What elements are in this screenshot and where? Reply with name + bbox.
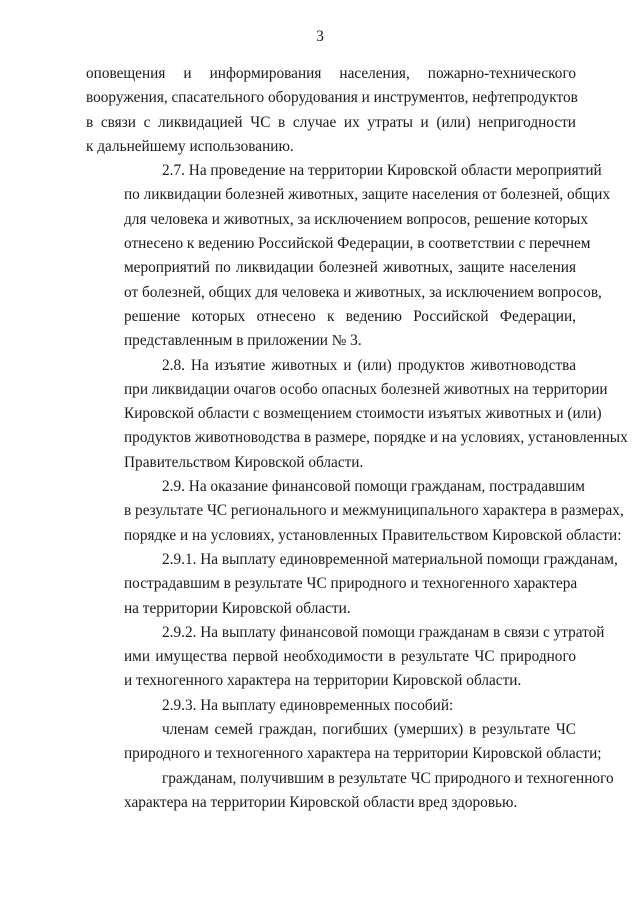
text-line: 2.7. На проведение на территории Кировской области мероприятий <box>162 162 602 180</box>
text-line: оповещения и информирования населения, пожарно-технического <box>86 65 576 82</box>
text-line: пострадавшим в результате ЧС природного и техногенного характера <box>124 575 578 593</box>
text-line: по ликвидации болезней животных, защите населения от болезней, общих <box>124 186 611 204</box>
document-body <box>86 62 628 815</box>
page-number: 3 <box>316 28 324 45</box>
text-line: в результате ЧС регионального и межмуниципального характера в размерах, <box>124 502 624 520</box>
text-line: 2.9.2. На выплату финансовой помощи гражданам в связи с утратой <box>162 623 605 641</box>
text-line: к дальнейшему использованию. <box>86 137 294 155</box>
text-line: 2.9.3. На выплату единовременных пособий: <box>162 696 454 714</box>
text-line: решение которых отнесено к ведению Российской Федерации, <box>124 307 576 325</box>
text-line: от болезней, общих для человека и животных, за исключением вопросов, <box>124 283 602 301</box>
text-line: на территории Кировской области. <box>124 599 351 617</box>
text-line: в связи с ликвидацией ЧС в случае их утраты и (или) непригодности <box>86 113 576 131</box>
text-line: отнесено к ведению Российской Федерации, в соответствии с перечнем <box>124 235 591 253</box>
text-line: вооружения, спасательного оборудования и инструментов, нефтепродуктов <box>86 89 578 107</box>
text-line: характера на территории Кировской области вред здоровью. <box>124 793 518 811</box>
text-line: Кировской области с возмещением стоимости изъятых животных и (или) <box>124 405 602 423</box>
text-line: членам семей граждан, погибших (умерших) в результате ЧС <box>162 721 576 739</box>
text-line: и техногенного характера на территории Кировской области. <box>124 672 522 690</box>
paragraph-p4 <box>86 548 618 621</box>
text-line: для человека и животных, за исключением вопросов, решение которых <box>124 210 588 228</box>
text-line: 2.8. На изъятие животных и (или) продуктов животноводства <box>162 356 576 374</box>
text-line: ими имущества первой необходимости в результате ЧС природного <box>124 648 576 666</box>
paragraph-p8 <box>86 767 614 816</box>
paragraph-p6 <box>86 694 576 718</box>
text-line: 2.9. На оказание финансовой помощи гражданам, пострадавшим <box>162 478 585 496</box>
text-line: природного и техногенного характера на территории Кировской области; <box>124 745 602 763</box>
text-line: мероприятий по ликвидации болезней животных, защите населения <box>124 259 576 277</box>
text-line: представленным в приложении № 3. <box>124 332 362 350</box>
text-line: Правительством Кировской области. <box>124 453 364 471</box>
paragraph-p2 <box>86 354 628 475</box>
text-line: при ликвидации очагов особо опасных болезней животных на территории <box>124 380 608 398</box>
paragraph-p7 <box>86 718 602 767</box>
paragraph-p1 <box>86 159 611 353</box>
paragraph-p3 <box>86 475 624 548</box>
text-line: продуктов животноводства в размере, порядке и на условиях, установленных <box>124 429 628 447</box>
paragraph-p5 <box>86 621 605 694</box>
text-line: порядке и на условиях, установленных Правительством Кировской области: <box>124 526 622 544</box>
text-line: гражданам, получившим в результате ЧС природного и техногенного <box>162 769 614 787</box>
paragraph-p0 <box>86 62 576 159</box>
text-line: 2.9.1. На выплату единовременной материальной помощи гражданам, <box>162 550 618 568</box>
